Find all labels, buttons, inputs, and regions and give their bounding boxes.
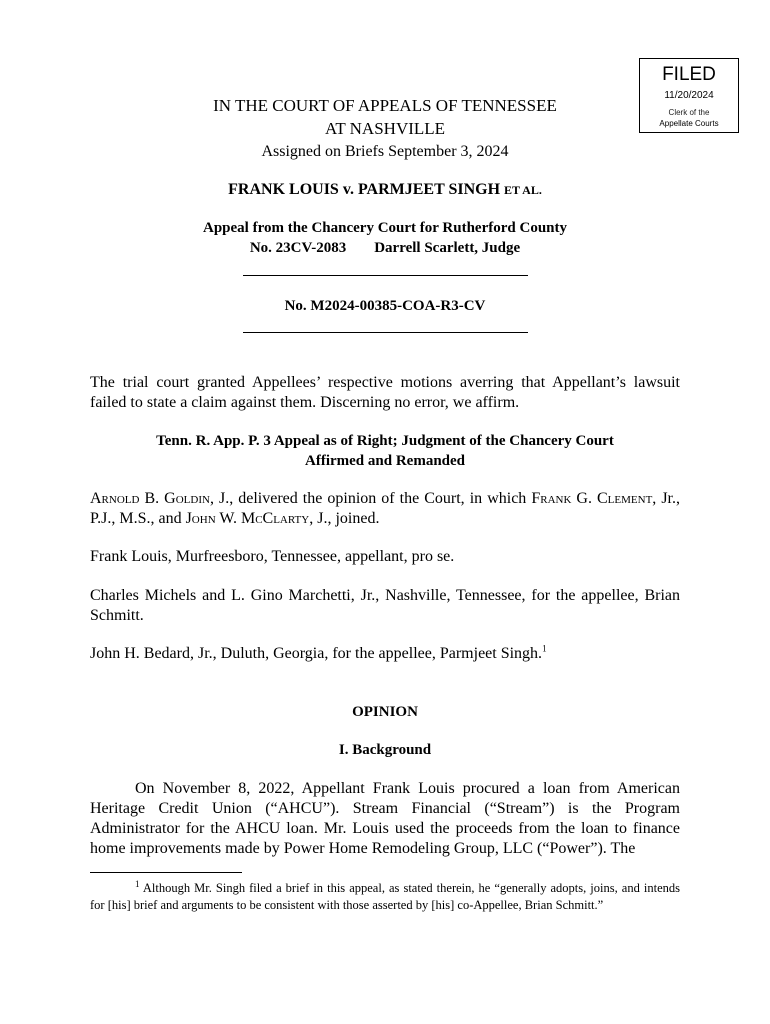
divider-top xyxy=(243,275,528,276)
judge-2-suffix: , Jr., P.J., M.S., and xyxy=(90,490,680,527)
authorship xyxy=(90,489,680,529)
footnote-divider xyxy=(90,872,242,873)
counsel-singh-text: John H. Bedard, Jr., Duluth, Georgia, for the appellee, Parmjeet Singh. xyxy=(90,645,543,662)
trial-info xyxy=(90,238,680,258)
footnote-number: 1 xyxy=(135,878,140,889)
court-location: AT NASHVILLE xyxy=(324,119,446,138)
assigned-date: Assigned on Briefs September 3, 2024 xyxy=(261,143,509,160)
counsel-appellee-schmitt: Charles Michels and L. Gino Marchetti, Jr., Nashville, Tennessee, for the appellee, Brian Schmitt. xyxy=(90,587,680,624)
stamp-filed-label: FILED xyxy=(662,64,716,85)
disposition-line-1: Tenn. R. App. P. 3 Appeal as of Right; Judgment of the Chancery Court xyxy=(156,433,614,449)
summary: The trial court granted Appellees’ respective motions averring that Appellant’s lawsuit failed to state a claim against them. Discerning no error, we affirm. xyxy=(90,374,680,411)
case-title-main: FRANK LOUIS v. PARMJEET SINGH xyxy=(228,181,501,198)
footnote-reference: 1 xyxy=(542,643,547,654)
judge-3-suffix: , J., joined. xyxy=(309,510,380,527)
trial-number: No. 23CV-2083 xyxy=(249,240,347,256)
footnote-text: Although Mr. Singh filed a brief in this appeal, as stated therein, he “generally adopts, joins, and intends for [his] brief and arguments to be consistent with those asserted by [his] co-Appellee, Brian Schmitt.” xyxy=(90,881,681,912)
trial-judge: Darrell Scarlett, Judge xyxy=(374,240,521,256)
court-name: IN THE COURT OF APPEALS OF TENNESSEE xyxy=(213,96,557,115)
judge-3-name: John W. McClarty xyxy=(185,510,310,527)
appeal-from: Appeal from the Chancery Court for Rutherford County xyxy=(203,220,567,236)
divider-bottom xyxy=(243,332,528,333)
author-name: Arnold B. Goldin xyxy=(90,490,210,507)
opinion-paragraph-1: On November 8, 2022, Appellant Frank Louis procured a loan from American Heritage Credit Union (“AHCU”). Stream Financial (“Stream”) is the Program Administrator for the AHCU loan. Mr. Louis used the proceeds from the loan to finance home improvements made by Power Home Remodeling Group, LLC (“Power”). The xyxy=(90,780,680,857)
stamp-date: 11/20/2024 xyxy=(664,90,714,101)
section-heading: I. Background xyxy=(338,742,432,758)
case-title xyxy=(90,178,680,202)
case-title-etal: ET AL. xyxy=(504,183,542,197)
docket-number: No. M2024-00385-COA-R3-CV xyxy=(284,298,486,314)
judge-2-name: Frank G. Clement xyxy=(531,490,653,507)
opinion-heading: OPINION xyxy=(352,704,418,720)
author-suffix: , J., delivered the opinion of the Court, in which xyxy=(209,490,532,507)
stamp-clerk: Clerk of the xyxy=(668,108,710,117)
counsel-appellee-singh xyxy=(90,644,680,664)
stamp-courts: Appellate Courts xyxy=(659,119,719,128)
counsel-appellant: Frank Louis, Murfreesboro, Tennessee, appellant, pro se. xyxy=(90,548,455,565)
footnote xyxy=(90,880,680,914)
disposition-line-2: Affirmed and Remanded xyxy=(305,453,465,469)
